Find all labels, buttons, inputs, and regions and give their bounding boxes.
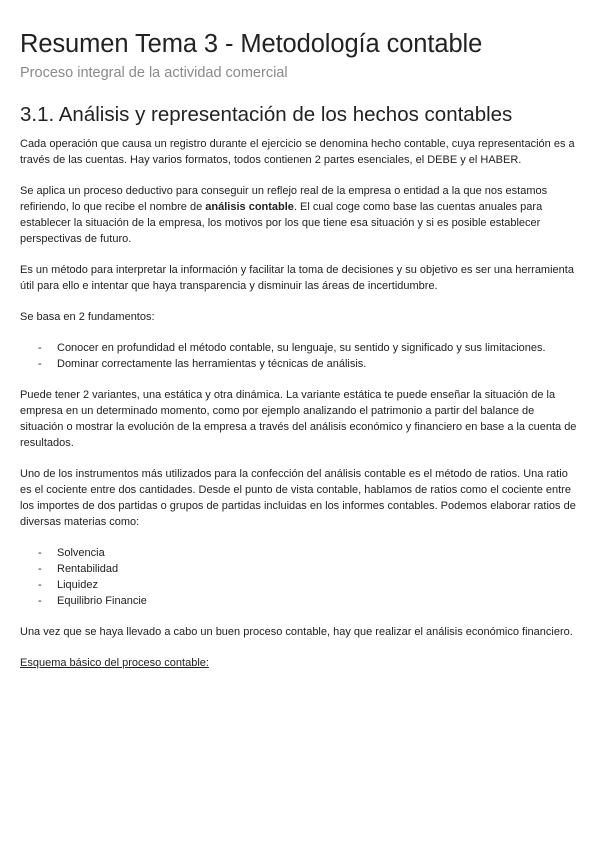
list-item [20,577,580,593]
document-title: Resumen Tema 3 - Metodología contable [20,30,483,58]
list-item-text: Rentabilidad [57,563,119,575]
list-item-text: Conocer en profundidad el método contable, su lenguaje, su sentido y significado y sus limitaciones. [57,342,546,354]
list-item-text: Solvencia [57,547,105,559]
paragraph-hecho-contable: Cada operación que causa un registro durante el ejercicio se denomina hecho contable, cuya representación es a través de las cuentas. Hay varios formatos, todos contienen 2 partes esenciales, el DEBE y el HABER. [20,138,575,166]
list-item-text: Liquidez [57,579,98,591]
fundamentos-list [20,340,580,372]
list-item [20,561,580,577]
list-item-text: Equilibrio Financie [57,595,147,607]
paragraph-ratios: Uno de los instrumentos más utilizados para la confección del análisis contable es el método de ratios. Una ratio es el cociente entre dos cantidades. Desde el punto de vista contable, hablamos de ratios como el cociente entre los importes de dos partidas o grupos de partidas incluidas en los informes contables. Podemos elaborar ratios de diversas materias como: [20,468,576,528]
dash-bullet: - [38,579,42,591]
paragraph-variantes: Puede tener 2 variantes, una estática y otra dinámica. La variante estática te puede enseñar la situación de la empresa en un determinado momento, como por ejemplo analizando el patrimonio a partir del balance de situación o mostrar la evolución de la empresa a través del análisis económico y financiero en base a la cuenta de resultados. [20,389,577,449]
materias-list [20,545,580,609]
section-heading: 3.1. Análisis y representación de los hechos contables [20,103,513,126]
dash-bullet: - [38,342,42,354]
list-item [20,593,580,609]
list-item [20,356,580,372]
paragraph-conclusion: Una vez que se haya llevado a cabo un buen proceso contable, hay que realizar el análisis económico financiero. [20,626,573,638]
dash-bullet: - [38,595,42,607]
paragraph-metodo: Es un método para interpretar la información y facilitar la toma de decisiones y su objetivo es ser una herramienta útil para ello e intentar que haya transparencia y disminuir las áreas de incertidumbre. [20,264,574,292]
dash-bullet: - [38,547,42,559]
paragraph-text: . El cual coge como base las cuentas anuales para establecer la situación de la empresa, los motivos por los que tiene esa situación y si es posible establecer perspectivas de futuro. [20,201,543,245]
paragraph-analisis-contable [20,183,580,247]
paragraph-text: Se aplica un proceso deductivo para conseguir un reflejo real de la empresa o entidad a la que nos estamos refiriendo, lo que recibe el nombre de [20,185,548,213]
list-item-text: Dominar correctamente las herramientas y técnicas de análisis. [57,358,367,370]
document-subtitle: Proceso integral de la actividad comercial [20,65,288,81]
bold-term-analisis-contable: análisis contable [205,201,294,213]
list-item [20,340,580,356]
dash-bullet: - [38,358,42,370]
paragraph-fundamentos-intro: Se basa en 2 fundamentos: [20,311,155,323]
list-item [20,545,580,561]
esquema-label: Esquema básico del proceso contable: [20,657,209,669]
dash-bullet: - [38,563,42,575]
